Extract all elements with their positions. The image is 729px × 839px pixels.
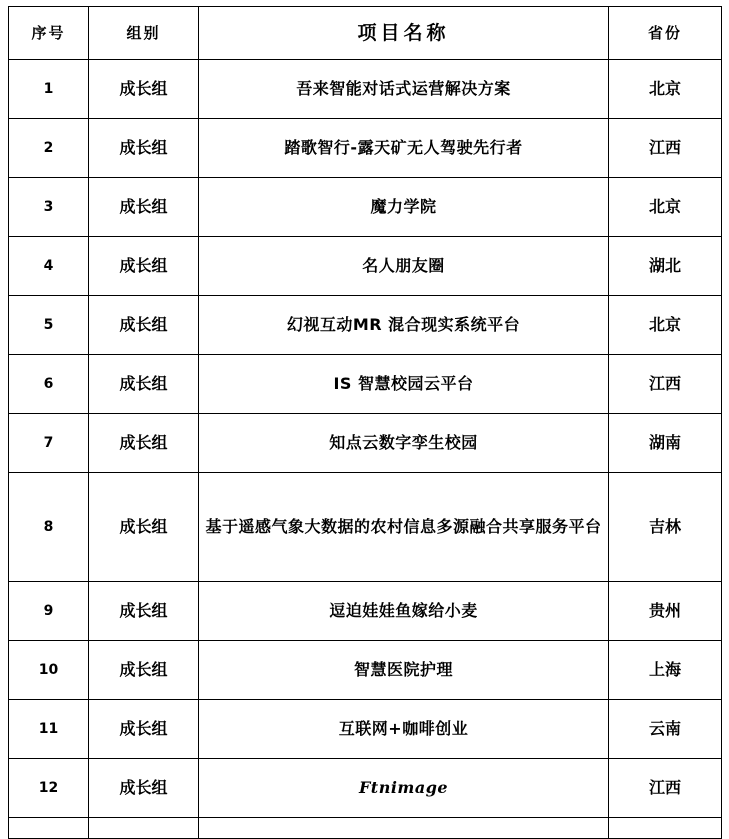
cell-project-name: 逗迫娃娃鱼嫁给小麦 xyxy=(199,582,609,641)
cell-group: 成长组 xyxy=(89,641,199,700)
cell-province: 湖北 xyxy=(609,237,722,296)
cell-project-name: 吾来智能对话式运营解决方案 xyxy=(199,60,609,119)
cell-province: 上海 xyxy=(609,641,722,700)
column-header-province: 省份 xyxy=(609,7,722,60)
cell-no: 9 xyxy=(9,582,89,641)
cell-group: 成长组 xyxy=(89,296,199,355)
cell-no: 5 xyxy=(9,296,89,355)
cell-group xyxy=(89,818,199,839)
table-row xyxy=(9,355,722,414)
column-header-group: 组别 xyxy=(89,7,199,60)
table-row xyxy=(9,237,722,296)
cell-group: 成长组 xyxy=(89,700,199,759)
cell-no xyxy=(9,818,89,839)
table-header-row xyxy=(9,7,722,60)
table-row xyxy=(9,296,722,355)
cell-no: 4 xyxy=(9,237,89,296)
cell-province: 湖南 xyxy=(609,414,722,473)
table-row xyxy=(9,641,722,700)
cell-no: 6 xyxy=(9,355,89,414)
cell-province xyxy=(609,818,722,839)
cell-group: 成长组 xyxy=(89,355,199,414)
cell-province: 北京 xyxy=(609,296,722,355)
cell-group: 成长组 xyxy=(89,178,199,237)
cell-project-name: 幻视互动MR 混合现实系统平台 xyxy=(199,296,609,355)
cell-project-name: 基于遥感气象大数据的农村信息多源融合共享服务平台 xyxy=(199,473,609,582)
cell-project-name: 名人朋友圈 xyxy=(199,237,609,296)
cell-no: 7 xyxy=(9,414,89,473)
table-row xyxy=(9,178,722,237)
cell-province: 江西 xyxy=(609,119,722,178)
cell-province: 江西 xyxy=(609,355,722,414)
cell-no: 3 xyxy=(9,178,89,237)
cell-no: 1 xyxy=(9,60,89,119)
table-row xyxy=(9,582,722,641)
cell-group: 成长组 xyxy=(89,119,199,178)
cell-group: 成长组 xyxy=(89,759,199,818)
cell-province: 北京 xyxy=(609,60,722,119)
cell-no: 11 xyxy=(9,700,89,759)
cell-no: 8 xyxy=(9,473,89,582)
cell-group: 成长组 xyxy=(89,582,199,641)
cell-project-name: 踏歌智行-露天矿无人驾驶先行者 xyxy=(199,119,609,178)
cell-group: 成长组 xyxy=(89,237,199,296)
table-row xyxy=(9,414,722,473)
cell-province: 云南 xyxy=(609,700,722,759)
cell-project-name: 魔力学院 xyxy=(199,178,609,237)
watermark-text: Ftnimage xyxy=(199,759,609,818)
cell-group: 成长组 xyxy=(89,414,199,473)
cell-province: 吉林 xyxy=(609,473,722,582)
cell-group: 成长组 xyxy=(89,60,199,119)
cell-project-name: 互联网+咖啡创业 xyxy=(199,700,609,759)
project-table xyxy=(8,6,722,839)
table-row xyxy=(9,119,722,178)
cell-project-name: IS 智慧校园云平台 xyxy=(199,355,609,414)
table-row xyxy=(9,759,722,818)
cell-project-name xyxy=(199,818,609,839)
table-row-clipped xyxy=(9,818,722,839)
table-row xyxy=(9,60,722,119)
cell-no: 12 xyxy=(9,759,89,818)
cell-province: 贵州 xyxy=(609,582,722,641)
cell-province: 江西 xyxy=(609,759,722,818)
cell-no: 2 xyxy=(9,119,89,178)
cell-no: 10 xyxy=(9,641,89,700)
cell-province: 北京 xyxy=(609,178,722,237)
cell-group: 成长组 xyxy=(89,473,199,582)
cell-project-name: 知点云数字孪生校园 xyxy=(199,414,609,473)
table-row xyxy=(9,473,722,582)
cell-project-name: 智慧医院护理 xyxy=(199,641,609,700)
column-header-no: 序号 xyxy=(9,7,89,60)
column-header-name: 项目名称 xyxy=(199,7,609,60)
